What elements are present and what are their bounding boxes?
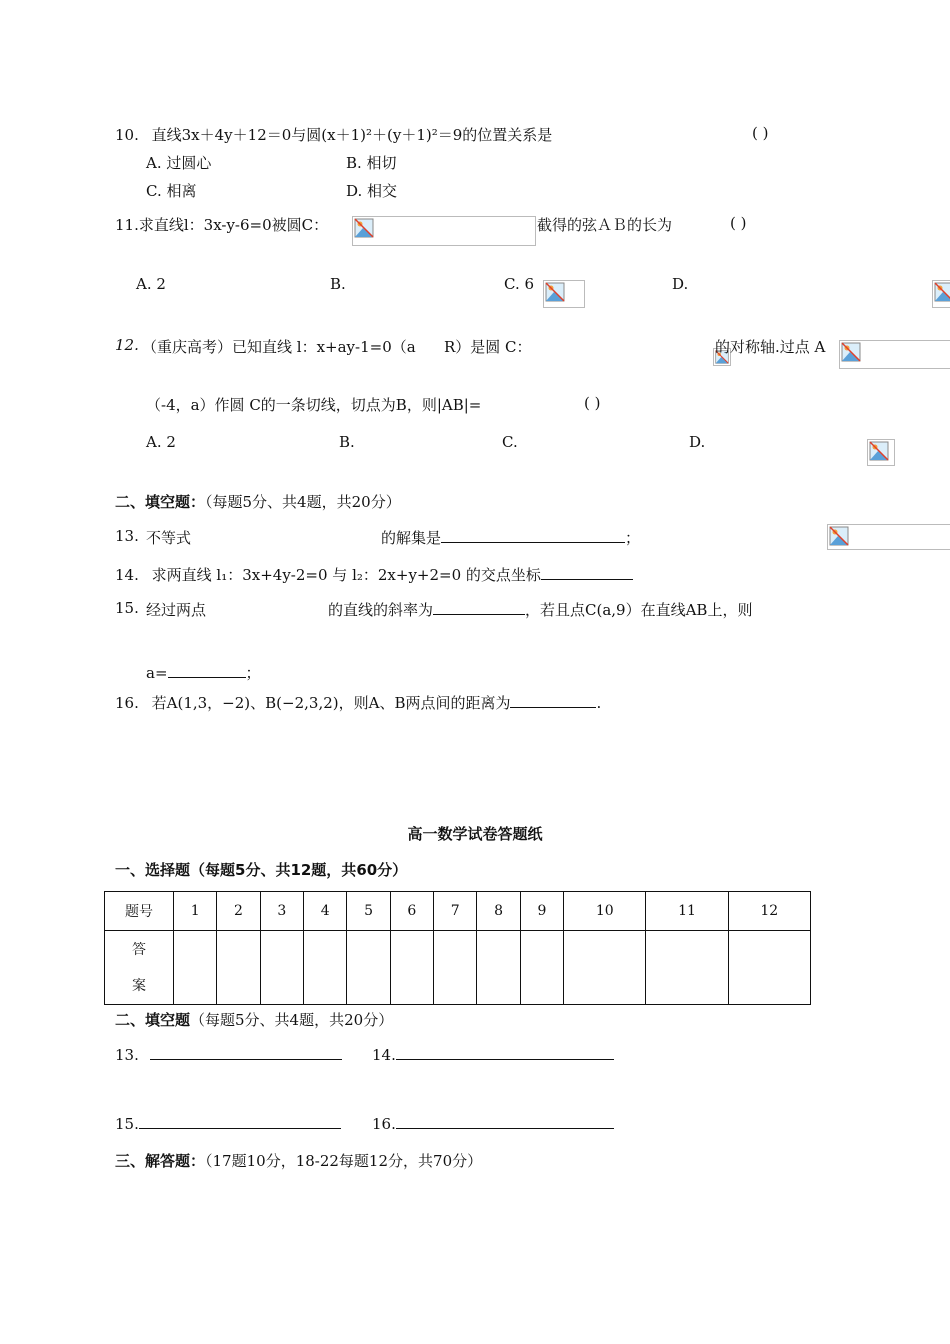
answer-table-col-number: 10 <box>564 892 646 931</box>
q11-option-c: C. 6 <box>504 275 535 293</box>
q10-stem <box>115 124 552 145</box>
answer-blank-15-line[interactable] <box>139 1114 341 1129</box>
answer-cell[interactable] <box>728 931 810 1005</box>
q16-answer-blank[interactable] <box>510 693 596 708</box>
q16-text: 若A(1,3，−2)、B(−2,3,2)，则A、B两点间的距离为 <box>151 694 511 712</box>
answer-label-line2: 案 <box>132 977 146 994</box>
answer-cell[interactable] <box>390 931 433 1005</box>
q13-num: 13. <box>115 527 139 545</box>
q12-stem-b: R）是圆 C： <box>444 338 532 356</box>
section2-heading <box>115 491 401 512</box>
answer-table-col-number: 4 <box>304 892 347 931</box>
answer-table-header-row <box>105 892 811 931</box>
answer-cell[interactable] <box>174 931 217 1005</box>
answer-table-col-number: 8 <box>477 892 520 931</box>
q14-answer-blank[interactable] <box>541 565 633 580</box>
broken-image-icon <box>827 524 950 550</box>
section2-title: 二、填空题： <box>115 493 206 511</box>
q13-text-a: 不等式 <box>146 529 192 547</box>
answer-cell[interactable] <box>260 931 303 1005</box>
answer-table-col-number: 5 <box>347 892 390 931</box>
q16-end: . <box>596 694 602 712</box>
answer-table-col-number: 11 <box>646 892 728 931</box>
q12-stem-a: （重庆高考）已知直线 l：x+ay-1=0（a <box>142 338 416 356</box>
answer-blank-15 <box>115 1114 341 1133</box>
q14-num: 14. <box>115 566 139 584</box>
answer-blank-14 <box>372 1045 614 1064</box>
answer-cell[interactable] <box>304 931 347 1005</box>
answer-cell[interactable] <box>564 931 646 1005</box>
q11-answer-paren: ( ) <box>730 214 747 232</box>
q10-option-c: C. 相离 <box>146 182 197 200</box>
answer-sheet-title: 高一数学试卷答题纸 <box>407 825 543 843</box>
q12-line2: （-4，a）作圆 C的一条切线，切点为B，则|AB|= <box>146 396 482 414</box>
q15-num: 15. <box>115 599 139 617</box>
q15-text-a: 经过两点 <box>146 601 207 619</box>
q11-stem-a: 11.求直线l：3x-y-6=0被圆C： <box>115 216 329 234</box>
answer-blank-13-line[interactable] <box>150 1045 342 1060</box>
answer-sheet-section3-title: 三、解答题： <box>115 1152 206 1170</box>
q15-text-b <box>328 599 752 620</box>
q13-text-b-label: 的解集是 <box>381 529 442 547</box>
broken-image-icon <box>543 280 585 308</box>
q13-answer-blank[interactable] <box>441 528 625 543</box>
broken-image-icon <box>867 439 895 466</box>
q12-stem-c: 的对称轴.过点 A <box>715 338 826 356</box>
q13-text-b <box>381 527 640 548</box>
q12-option-a: A. 2 <box>146 433 176 451</box>
answer-table-col-number: 2 <box>217 892 260 931</box>
answer-sheet-section2-note: （每题5分、共4题，共20分） <box>190 1011 394 1029</box>
q11-option-d: D. <box>672 275 689 293</box>
q15-end: ； <box>245 664 261 682</box>
answer-sheet-section3-note: （17题10分，18-22每题12分，共70分） <box>205 1152 483 1170</box>
answer-sheet-section1: 一、选择题（每题5分、共12题，共60分） <box>115 861 408 879</box>
q12-number: 12. <box>115 336 139 354</box>
q12-option-b: B. <box>339 433 355 451</box>
answer-blank-14-line[interactable] <box>396 1045 614 1060</box>
q16-num: 16. <box>115 694 139 712</box>
answer-blank-15-label: 15. <box>115 1115 139 1133</box>
answer-sheet-section2-title: 二、填空题 <box>115 1011 191 1029</box>
q15-line2 <box>146 662 261 683</box>
q16-line <box>115 692 601 713</box>
answer-label-line1: 答 <box>132 941 146 958</box>
q10-number: 10. <box>115 126 139 144</box>
broken-image-icon <box>932 280 950 308</box>
section2-note: （每题5分、共4题，共20分） <box>205 493 401 511</box>
broken-image-icon <box>352 216 536 246</box>
answer-sheet-section2 <box>115 1009 393 1030</box>
answer-sheet-section3 <box>115 1150 482 1171</box>
answer-table-col-number: 7 <box>434 892 477 931</box>
q11-option-b: B. <box>330 275 346 293</box>
q15-text-b-label: 的直线的斜率为 <box>328 601 434 619</box>
answer-cell[interactable] <box>217 931 260 1005</box>
answer-blank-13 <box>115 1045 342 1064</box>
answer-table-answer-label <box>105 931 174 1005</box>
answer-table-col-number: 6 <box>390 892 433 931</box>
q15-a-blank[interactable] <box>168 663 246 678</box>
q15-a-label: a= <box>146 664 168 682</box>
q12-option-d: D. <box>689 433 706 451</box>
q10-text: 直线3x＋4y＋12＝0与圆(x＋1)²＋(y＋1)²＝9的位置关系是 <box>151 126 553 144</box>
answer-blank-14-label: 14. <box>372 1046 396 1064</box>
q10-option-a: A. 过圆心 <box>146 154 212 172</box>
q12-option-c: C. <box>502 433 518 451</box>
q11-option-a: A. 2 <box>136 275 166 293</box>
answer-table <box>104 891 811 1005</box>
q15-slope-blank[interactable] <box>433 600 525 615</box>
answer-cell[interactable] <box>434 931 477 1005</box>
answer-table-header-label: 题号 <box>105 892 174 931</box>
q15-text-c: ，若且点C(a,9）在直线AB上，则 <box>525 601 753 619</box>
q10-answer-paren: ( ) <box>752 124 769 142</box>
q13-end: ； <box>625 529 641 547</box>
q10-option-d: D. 相交 <box>346 182 398 200</box>
answer-table-col-number: 12 <box>728 892 810 931</box>
q11-stem-b: 截得的弦ＡＢ的长为 <box>537 216 673 234</box>
q14-text: 求两直线 l₁：3x+4y-2=0 与 l₂：2x+y+2=0 的交点坐标 <box>151 566 541 584</box>
answer-blank-13-label: 13. <box>115 1046 139 1064</box>
answer-table-col-number: 3 <box>260 892 303 931</box>
answer-table-answer-row <box>105 931 811 1005</box>
broken-image-icon <box>839 340 950 369</box>
answer-cell[interactable] <box>477 931 520 1005</box>
answer-table-col-number: 1 <box>174 892 217 931</box>
answer-blank-16-line[interactable] <box>396 1114 614 1129</box>
q10-option-b: B. 相切 <box>346 154 397 172</box>
answer-cell[interactable] <box>646 931 728 1005</box>
answer-cell[interactable] <box>520 931 563 1005</box>
answer-blank-16-label: 16. <box>372 1115 396 1133</box>
answer-table-col-number: 9 <box>520 892 563 931</box>
answer-cell[interactable] <box>347 931 390 1005</box>
q14-line <box>115 564 633 585</box>
q12-answer-paren: ( ) <box>584 394 601 412</box>
answer-blank-16 <box>372 1114 614 1133</box>
